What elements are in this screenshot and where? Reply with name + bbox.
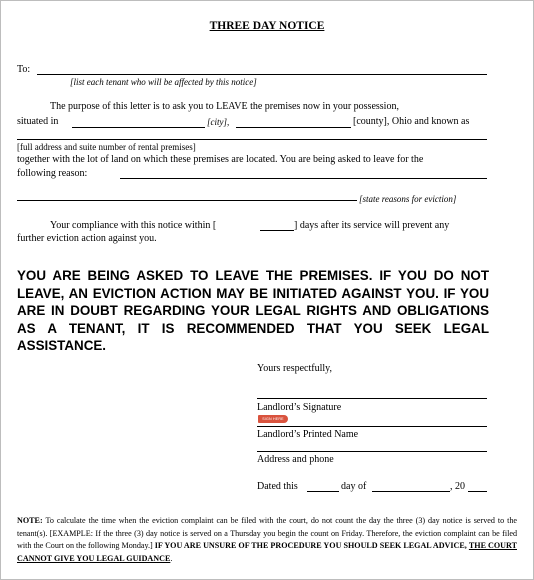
signature-label: Landlord’s Signature	[257, 402, 342, 413]
printed-name-label: Landlord’s Printed Name	[257, 429, 359, 440]
compliance-line-2: further eviction action against you.	[17, 233, 157, 244]
document-title: THREE DAY NOTICE	[209, 20, 325, 32]
year-field[interactable]	[468, 491, 487, 492]
note-text: To calculate the time when the eviction complaint can be filed with the court, do not count the day the three (3) day notice is served to the tenant(s). [EXAMPLE: If the three (3) day notice is served on a Thursday you begin the count on Friday. Therefore, the eviction complaint can be filed with the Court on the following Monday.]	[17, 516, 517, 550]
tenant-name-field[interactable]	[37, 74, 487, 75]
address-phone-label: Address and phone	[257, 454, 334, 465]
note-underlined: THE COURT CANNOT GIVE YOU LEGAL GUIDANCE	[17, 541, 517, 563]
day-field[interactable]	[307, 491, 339, 492]
reason-field-1[interactable]	[120, 178, 487, 179]
month-field[interactable]	[372, 491, 450, 492]
signature-field[interactable]	[257, 398, 487, 399]
reason-hint: [state reasons for eviction]	[359, 194, 457, 204]
compliance-text-1: Your compliance with this notice within [	[50, 220, 217, 231]
situated-in-label: situated in	[17, 116, 59, 127]
day-of-label: day of	[341, 481, 367, 492]
reason-field-2[interactable]	[17, 200, 357, 201]
together-line: together with the lot of land on which these premises are located. You are being asked to leave for the	[17, 154, 424, 165]
closing: Yours respectfully,	[257, 363, 332, 374]
year-prefix: , 20	[450, 481, 465, 492]
compliance-text-2: ] days after its service will prevent any	[294, 220, 450, 231]
city-label: [city],	[207, 117, 230, 127]
address-phone-field[interactable]	[257, 451, 487, 452]
note-label: NOTE:	[17, 516, 43, 525]
street-field[interactable]	[72, 127, 205, 128]
address-field[interactable]	[17, 139, 487, 140]
filing-note	[17, 515, 517, 565]
note-bold: IF YOU ARE UNSURE OF THE PROCEDURE YOU SHOULD SEEK LEGAL ADVICE,	[154, 541, 467, 550]
eviction-warning: YOU ARE BEING ASKED TO LEAVE THE PREMISES. IF YOU DO NOT LEAVE, AN EVICTION ACTION MAY BE INITIATED AGAINST YOU. IF YOU ARE IN DOUBT REGARDING YOUR LEGAL RIGHTS AND OBLIGATIONS AS A TENANT, IT IS RECOMMENDED THAT YOU SEEK LEGAL ASSISTANCE.	[17, 268, 489, 353]
to-label: To:	[17, 64, 31, 75]
purpose-line: The purpose of this letter is to ask you to LEAVE the premises now in your possession,	[50, 101, 399, 112]
county-label: [county], Ohio and known as	[353, 116, 470, 127]
address-hint: [full address and suite number of rental premises]	[17, 142, 196, 152]
dated-this-label: Dated this	[257, 481, 298, 492]
following-reason-label: following reason:	[17, 168, 88, 179]
tenant-hint: [list each tenant who will be affected by this notice]	[70, 77, 257, 87]
days-field[interactable]	[260, 230, 294, 231]
sign-here-flag[interactable]: SIGN HERE	[258, 415, 288, 423]
printed-name-field[interactable]	[257, 426, 487, 427]
note-end: .	[170, 553, 173, 563]
county-field[interactable]	[236, 127, 351, 128]
